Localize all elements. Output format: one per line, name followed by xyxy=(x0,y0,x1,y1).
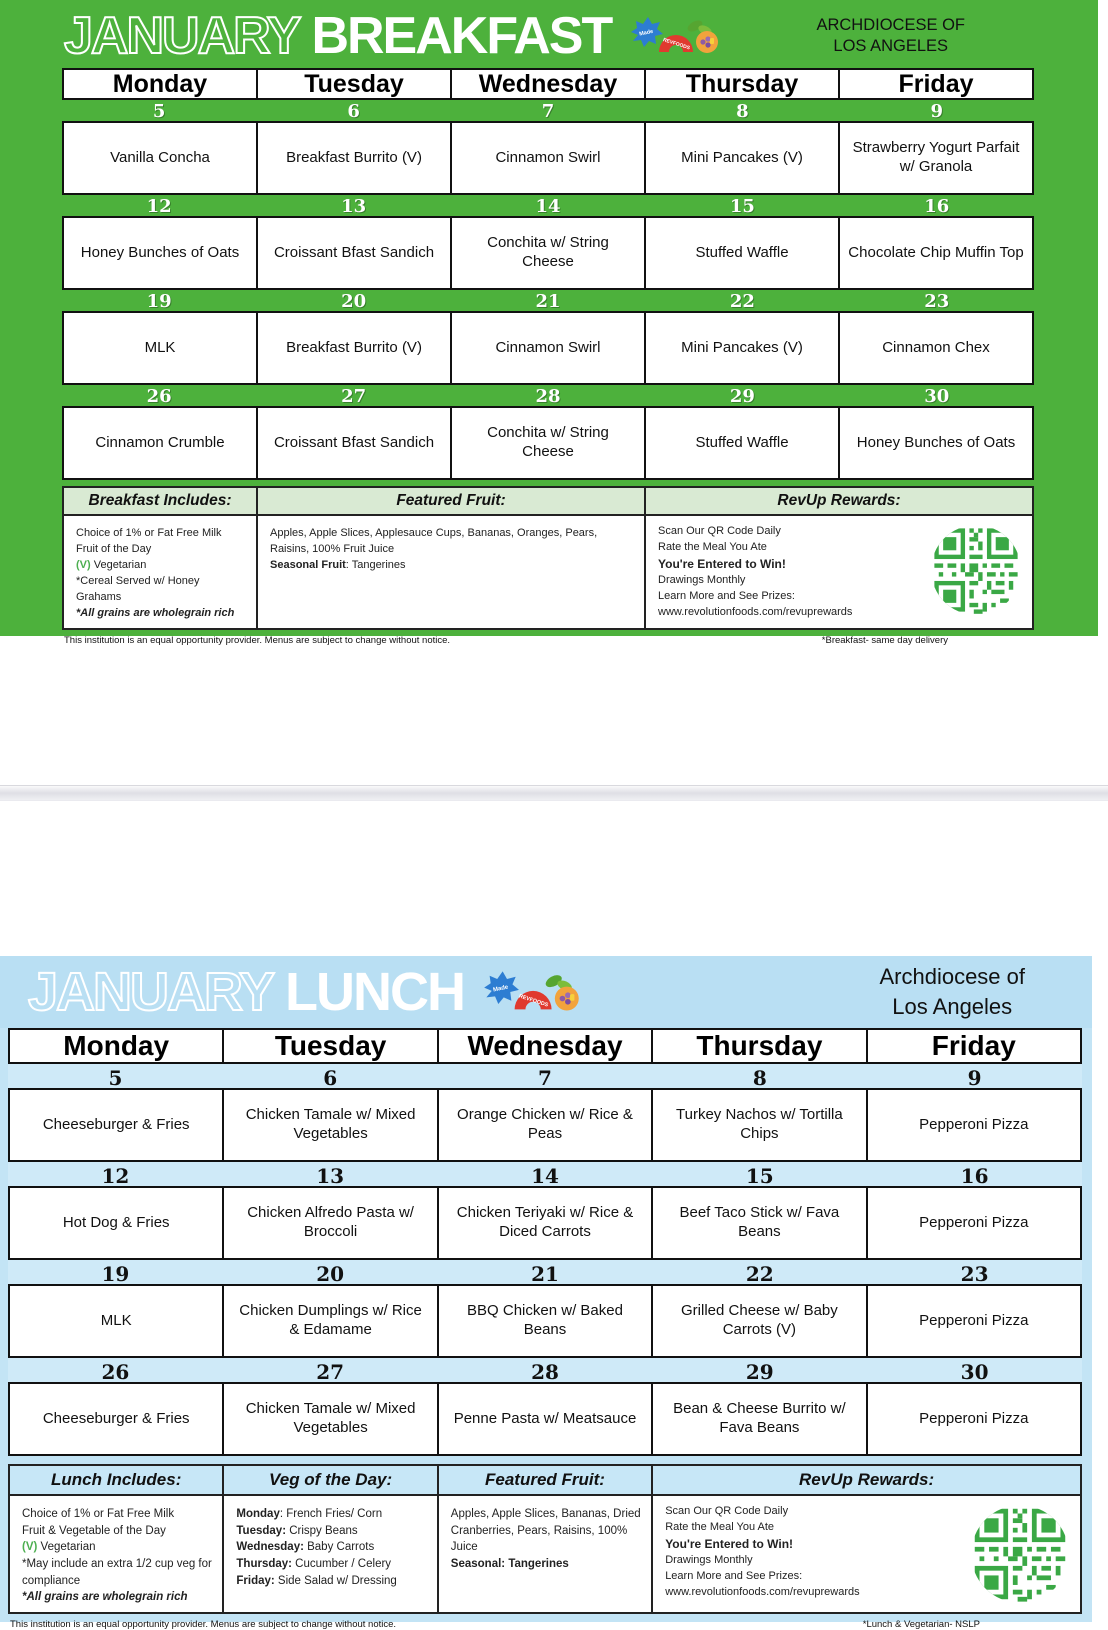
breakfast-featured-fruit-panel xyxy=(258,516,644,628)
revup-url: www.revolutionfoods.com/revuprewards xyxy=(658,606,853,619)
date-cell: 8 xyxy=(736,101,749,122)
date-cell: 6 xyxy=(323,1066,338,1090)
breakfast-week-2 xyxy=(62,195,1034,290)
veg-day-label: Thursday: xyxy=(236,1558,292,1571)
breakfast-day-header-row xyxy=(62,68,1034,100)
lunch-veg-header: Veg of the Day: xyxy=(224,1466,436,1494)
breakfast-menu-page xyxy=(0,0,1098,646)
page-divider xyxy=(0,785,1108,801)
day-header-cell: Monday xyxy=(64,70,256,98)
breakfast-org-name xyxy=(816,15,965,58)
date-cell: 12 xyxy=(101,1164,130,1188)
includes-line: *All grains are wholegrain rich xyxy=(76,606,235,619)
menu-item-cell: Croissant Bfast Sandich xyxy=(258,408,450,478)
menu-item-cell: Stuffed Waffle xyxy=(646,408,838,478)
lunch-info-table xyxy=(8,1464,1082,1614)
lunch-veg-panel xyxy=(224,1496,436,1612)
date-cell: 19 xyxy=(146,291,172,312)
menu-item-cell: Cinnamon Crumble xyxy=(64,408,256,478)
menu-item-cell: Mini Pancakes (V) xyxy=(646,313,838,383)
menu-item-cell: Chicken Teriyaki w/ Rice & Diced Carrots xyxy=(439,1188,651,1258)
date-cell: 21 xyxy=(531,1262,559,1286)
date-cell: 12 xyxy=(146,196,172,217)
date-cell: 6 xyxy=(347,101,360,122)
breakfast-info-table xyxy=(62,486,1034,630)
includes-line: Fruit of the Day xyxy=(76,542,152,555)
date-cell: 26 xyxy=(101,1360,130,1384)
menu-item-cell: Cinnamon Swirl xyxy=(452,123,644,193)
includes-line: *All grains are wholegrain rich xyxy=(22,1591,188,1604)
menu-item-cell: Penne Pasta w/ Meatsauce xyxy=(439,1384,651,1454)
lunch-week-1 xyxy=(8,1064,1082,1162)
seasonal-fruit-line xyxy=(270,558,634,574)
menu-item-cell: Stuffed Waffle xyxy=(646,218,838,288)
date-cell: 9 xyxy=(930,101,944,122)
menu-item-cell: Pepperoni Pizza xyxy=(868,1090,1080,1160)
date-cell: 29 xyxy=(745,1360,774,1384)
revup-line: Learn More and See Prizes: xyxy=(658,590,795,603)
day-header-cell: Wednesday xyxy=(452,70,644,98)
date-cell: 27 xyxy=(316,1360,345,1384)
revfoods-logo-icon xyxy=(482,964,582,1020)
date-cell: 8 xyxy=(752,1066,767,1090)
lunch-featured-fruit-header: Featured Fruit: xyxy=(439,1466,651,1494)
menu-item-cell: Pepperoni Pizza xyxy=(868,1286,1080,1356)
menu-item-cell: Cinnamon Swirl xyxy=(452,313,644,383)
veg-day-line xyxy=(236,1556,426,1573)
revup-line: Drawings Monthly xyxy=(658,574,746,587)
lunch-menu-page xyxy=(0,956,1092,1630)
veg-day-value: Crispy Beans xyxy=(286,1524,358,1537)
menu-item-cell: Hot Dog & Fries xyxy=(10,1188,222,1258)
breakfast-week-1 xyxy=(62,100,1034,195)
lunch-week-3 xyxy=(8,1260,1082,1358)
date-cell: 29 xyxy=(729,386,755,407)
menu-item-cell: Croissant Bfast Sandich xyxy=(258,218,450,288)
menu-item-cell: Chicken Tamale w/ Mixed Vegetables xyxy=(224,1090,436,1160)
breakfast-header xyxy=(0,6,1098,68)
revup-line: You're Entered to Win! xyxy=(658,556,786,571)
day-header-cell: Tuesday xyxy=(258,70,450,98)
breakfast-month-title: JANUARY xyxy=(64,7,300,65)
vegetarian-marker: (V) xyxy=(76,558,91,571)
date-cell: 21 xyxy=(535,291,561,312)
breakfast-footer xyxy=(0,630,1098,646)
footer-note-right: *Breakfast- same day delivery xyxy=(821,634,948,646)
menu-item-cell: Beef Taco Stick w/ Fava Beans xyxy=(653,1188,865,1258)
lunch-includes-header: Lunch Includes: xyxy=(10,1466,222,1494)
includes-line: *May include an extra 1/2 cup veg for compliance xyxy=(22,1558,212,1587)
vegetarian-text: Vegetarian xyxy=(90,558,147,571)
day-header-cell: Friday xyxy=(840,70,1032,98)
breakfast-includes-panel xyxy=(64,516,256,628)
revup-url: www.revolutionfoods.com/revuprewards xyxy=(665,1586,860,1599)
seasonal-fruit-line: Seasonal: Tangerines xyxy=(450,1558,569,1571)
menu-item-cell: Chicken Tamale w/ Mixed Vegetables xyxy=(224,1384,436,1454)
day-header-cell: Friday xyxy=(868,1030,1080,1062)
org-line: LOS ANGELES xyxy=(833,37,949,55)
date-cell: 23 xyxy=(960,1262,989,1286)
page-gap-bottom xyxy=(0,801,1108,956)
date-cell: 7 xyxy=(538,1066,552,1090)
revfoods-logo-icon xyxy=(629,10,721,62)
date-cell: 14 xyxy=(535,196,561,217)
date-cell: 28 xyxy=(531,1360,559,1384)
menu-item-cell: Cheeseburger & Fries xyxy=(10,1090,222,1160)
includes-line: Fruit & Vegetable of the Day xyxy=(22,1524,166,1537)
date-cell: 7 xyxy=(541,101,555,122)
menu-item-cell: Orange Chicken w/ Rice & Peas xyxy=(439,1090,651,1160)
day-header-cell: Thursday xyxy=(646,70,838,98)
veg-day-label: Tuesday: xyxy=(236,1524,287,1537)
date-cell: 30 xyxy=(960,1360,989,1384)
seasonal-fruit-value: : Tangerines xyxy=(345,558,406,571)
menu-item-cell: BBQ Chicken w/ Baked Beans xyxy=(439,1286,651,1356)
includes-line xyxy=(22,1539,212,1556)
veg-day-label: Friday: xyxy=(236,1574,275,1587)
menu-item-cell: Honey Bunches of Oats xyxy=(840,408,1032,478)
lunch-week-2 xyxy=(8,1162,1082,1260)
includes-line xyxy=(76,558,246,574)
lunch-org-name xyxy=(879,962,1025,1021)
org-line: Los Angeles xyxy=(892,994,1013,1019)
footer-note-left: This institution is an equal opportunity provider. Menus are subject to change without notice. xyxy=(10,1619,397,1630)
menu-item-cell: Mini Pancakes (V) xyxy=(646,123,838,193)
menu-item-cell: Honey Bunches of Oats xyxy=(64,218,256,288)
menu-item-cell: MLK xyxy=(10,1286,222,1356)
revup-line: Scan Our QR Code Daily xyxy=(665,1505,789,1517)
veg-day-line xyxy=(236,1539,426,1556)
date-cell: 22 xyxy=(729,291,755,312)
date-cell: 20 xyxy=(316,1262,345,1286)
date-cell: 5 xyxy=(152,101,166,122)
breakfast-calendar xyxy=(62,68,1034,630)
date-cell: 20 xyxy=(341,291,367,312)
veg-day-value: Cucumber / Celery xyxy=(291,1558,392,1571)
menu-item-cell: Cinnamon Chex xyxy=(840,313,1032,383)
veg-day-line xyxy=(236,1573,426,1590)
includes-line: *Cereal Served w/ Honey Grahams xyxy=(76,574,200,603)
lunch-header xyxy=(0,956,1092,1028)
menu-item-cell: Chocolate Chip Muffin Top xyxy=(840,218,1032,288)
revup-line: Scan Our QR Code Daily xyxy=(658,525,781,537)
date-cell: 27 xyxy=(341,386,367,407)
date-cell: 19 xyxy=(101,1262,130,1286)
menu-item-cell: Chicken Alfredo Pasta w/ Broccoli xyxy=(224,1188,436,1258)
org-line: ARCHDIOCESE OF xyxy=(816,15,965,34)
veg-day-line xyxy=(236,1506,426,1523)
lunch-week-4 xyxy=(8,1358,1082,1456)
includes-line: Choice of 1% or Fat Free Milk xyxy=(76,527,222,539)
vegetarian-text: Vegetarian xyxy=(37,1541,96,1554)
menu-item-cell: Pepperoni Pizza xyxy=(868,1384,1080,1454)
lunch-day-header-row xyxy=(8,1028,1082,1064)
includes-line: Choice of 1% or Fat Free Milk xyxy=(22,1508,175,1520)
lunch-revup-header: RevUp Rewards: xyxy=(653,1466,1080,1494)
veg-day-label: Wednesday: xyxy=(236,1541,304,1554)
menu-item-cell: Bean & Cheese Burrito w/ Fava Beans xyxy=(653,1384,865,1454)
date-cell: 9 xyxy=(967,1066,982,1090)
date-cell: 23 xyxy=(924,291,950,312)
lunch-revup-panel xyxy=(653,1496,1080,1612)
revup-line: Rate the Meal You Ate xyxy=(665,1520,775,1533)
date-cell: 16 xyxy=(960,1164,989,1188)
menu-item-cell: Cheeseburger & Fries xyxy=(10,1384,222,1454)
lunch-calendar xyxy=(8,1028,1082,1614)
date-cell: 15 xyxy=(729,196,755,217)
veg-day-value: : French Fries/ Corn xyxy=(279,1508,383,1520)
menu-item-cell: Grilled Cheese w/ Baby Carrots (V) xyxy=(653,1286,865,1356)
menu-item-cell: Chicken Dumplings w/ Rice & Edamame xyxy=(224,1286,436,1356)
breakfast-week-4 xyxy=(62,385,1034,480)
menu-item-cell: Vanilla Concha xyxy=(64,123,256,193)
veg-day-label: Monday xyxy=(236,1508,280,1520)
menu-item-cell: MLK xyxy=(64,313,256,383)
date-cell: 5 xyxy=(108,1066,123,1090)
vegetarian-marker: (V) xyxy=(22,1541,38,1554)
veg-day-line xyxy=(236,1523,426,1540)
veg-day-value: Baby Carrots xyxy=(303,1541,375,1554)
date-cell: 26 xyxy=(146,386,172,407)
breakfast-featured-fruit-header: Featured Fruit: xyxy=(258,488,644,514)
date-cell: 28 xyxy=(535,386,561,407)
breakfast-meal-title: BREAKFAST xyxy=(311,7,612,65)
date-cell: 30 xyxy=(924,386,950,407)
qr-code-icon xyxy=(970,1504,1070,1604)
revup-line: Rate the Meal You Ate xyxy=(658,540,767,553)
qr-code-icon xyxy=(930,524,1022,616)
revup-line: Learn More and See Prizes: xyxy=(665,1570,803,1583)
veg-day-value: Side Salad w/ Dressing xyxy=(274,1574,397,1587)
footer-note-right: *Lunch & Vegetarian- NSLP xyxy=(862,1619,980,1630)
day-header-cell: Wednesday xyxy=(439,1030,651,1062)
menu-item-cell: Conchita w/ String Cheese xyxy=(452,218,644,288)
day-header-cell: Monday xyxy=(10,1030,222,1062)
menu-item-cell: Turkey Nachos w/ Tortilla Chips xyxy=(653,1090,865,1160)
fruit-list: Apples, Apple Slices, Bananas, Dried Cranberries, Pears, Raisins, 100% Juice xyxy=(450,1508,641,1554)
lunch-meal-title: LUNCH xyxy=(285,962,465,1022)
breakfast-week-3 xyxy=(62,290,1034,385)
day-header-cell: Tuesday xyxy=(224,1030,436,1062)
menu-item-cell: Breakfast Burrito (V) xyxy=(258,123,450,193)
lunch-footer xyxy=(0,1614,1092,1630)
breakfast-revup-header: RevUp Rewards: xyxy=(646,488,1032,514)
footer-note-left: This institution is an equal opportunity provider. Menus are subject to change without notice. xyxy=(64,634,451,646)
date-cell: 16 xyxy=(924,196,950,217)
fruit-list: Apples, Apple Slices, Applesauce Cups, Bananas, Oranges, Pears, Raisins, 100% Fruit Juice xyxy=(270,527,598,555)
date-cell: 22 xyxy=(745,1262,774,1286)
date-cell: 14 xyxy=(531,1164,559,1188)
breakfast-revup-panel xyxy=(646,516,1032,628)
menu-item-cell: Pepperoni Pizza xyxy=(868,1188,1080,1258)
lunch-month-title: JANUARY xyxy=(28,962,274,1022)
breakfast-includes-header: Breakfast Includes: xyxy=(64,488,256,514)
lunch-includes-panel xyxy=(10,1496,222,1612)
date-cell: 15 xyxy=(745,1164,774,1188)
revup-line: You're Entered to Win! xyxy=(665,1536,794,1551)
page-gap-top xyxy=(0,636,1108,785)
menu-item-cell: Strawberry Yogurt Parfait w/ Granola xyxy=(840,123,1032,193)
org-line: Archdiocese of xyxy=(879,964,1025,990)
menu-item-cell: Conchita w/ String Cheese xyxy=(452,408,644,478)
revup-line: Drawings Monthly xyxy=(665,1554,753,1567)
lunch-featured-fruit-panel xyxy=(439,1496,651,1612)
date-cell: 13 xyxy=(341,196,367,217)
menu-item-cell: Breakfast Burrito (V) xyxy=(258,313,450,383)
day-header-cell: Thursday xyxy=(653,1030,865,1062)
date-cell: 13 xyxy=(316,1164,345,1188)
seasonal-fruit-label: Seasonal Fruit xyxy=(270,558,346,571)
